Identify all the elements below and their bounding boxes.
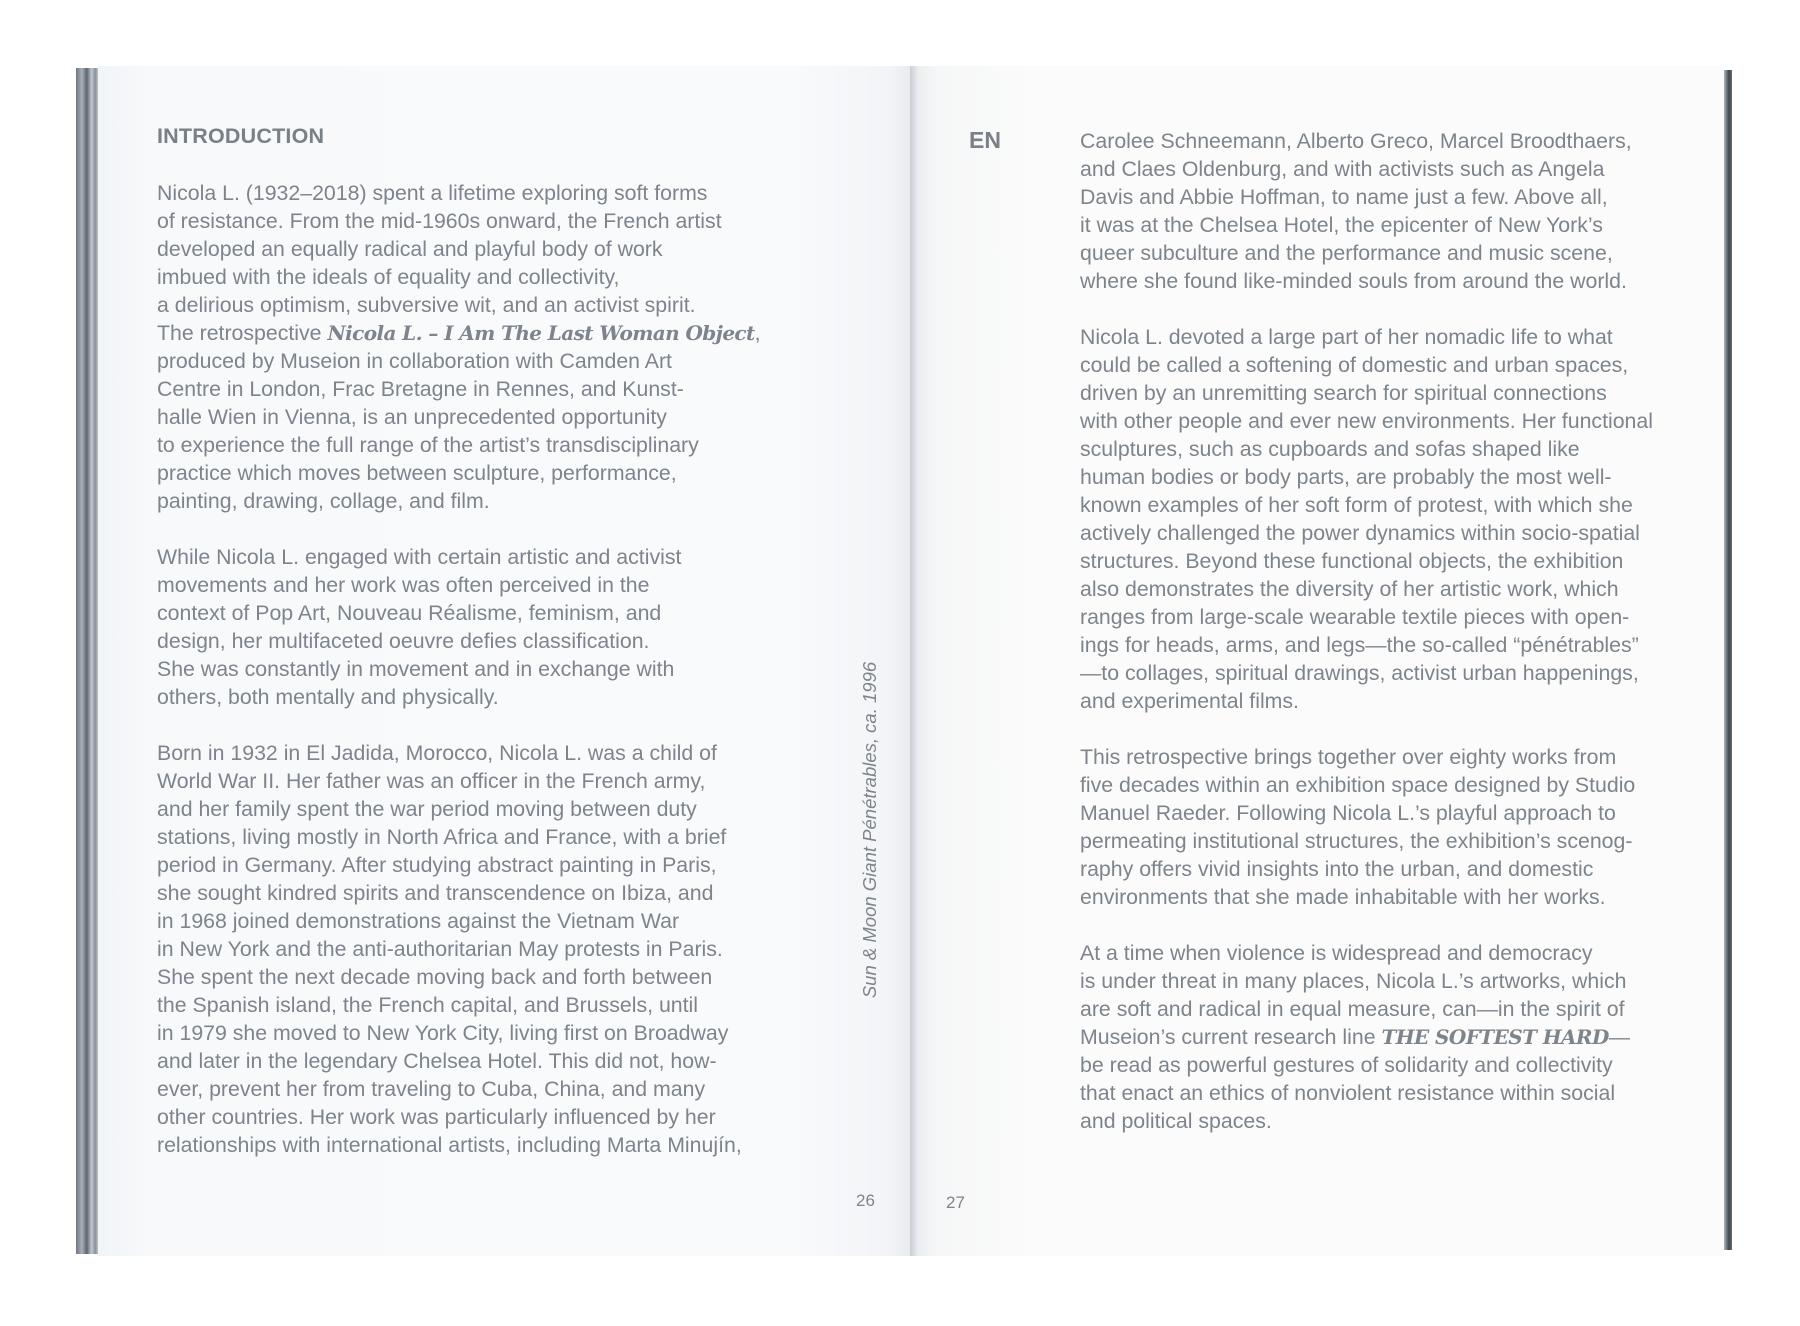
text-line: context of Pop Art, Nouveau Réalisme, feminism, and	[157, 601, 662, 625]
text-line: where she found like-minded souls from around the world.	[1080, 269, 1627, 293]
text-line: and political spaces.	[1080, 1109, 1272, 1133]
text-line: also demonstrates the diversity of her artistic work, which	[1080, 577, 1619, 601]
text-line: ings for heads, arms, and legs—the so-called “pénétrables”	[1080, 633, 1639, 657]
text-line: in 1968 joined demonstrations against the Vietnam War	[157, 909, 680, 933]
text-line: the Spanish island, the French capital, and Brussels, until	[157, 993, 699, 1017]
paragraph	[1080, 323, 1653, 715]
text-line: ever, prevent her from traveling to Cuba, China, and many	[157, 1077, 706, 1101]
text-line: relationships with international artists, including Marta Minujín,	[157, 1133, 742, 1157]
text-line: halle Wien in Vienna, is an unprecedented opportunity	[157, 405, 667, 429]
text-line: This retrospective brings together over eighty works from	[1080, 745, 1617, 769]
paragraph	[157, 179, 761, 515]
text-line: Nicola L. devoted a large part of her nomadic life to what	[1080, 325, 1613, 349]
text-line: At a time when violence is widespread and democracy	[1080, 941, 1593, 965]
left-body-text	[157, 179, 761, 1159]
book-edge-left	[76, 68, 100, 1254]
text-line: and later in the legendary Chelsea Hotel. This did not, how-	[157, 1049, 717, 1073]
text-line	[1080, 1025, 1630, 1049]
paragraph	[157, 543, 761, 711]
text-line: period in Germany. After studying abstract painting in Paris,	[157, 853, 717, 877]
text-line: driven by an unremitting search for spiritual connections	[1080, 381, 1607, 405]
right-body-text	[1080, 127, 1653, 1135]
text-line: ranges from large-scale wearable textile pieces with open-	[1080, 605, 1630, 629]
language-label: EN	[969, 127, 1001, 153]
text-line: to experience the full range of the artist’s transdisciplinary	[157, 433, 699, 457]
text-line: practice which moves between sculpture, performance,	[157, 461, 677, 485]
text-run: ,	[754, 321, 761, 345]
text-line: permeating institutional structures, the exhibition’s scenog-	[1080, 829, 1633, 853]
text-line: could be called a softening of domestic and urban spaces,	[1080, 353, 1629, 377]
text-line: and Claes Oldenburg, and with activists such as Angela	[1080, 157, 1605, 181]
page-number-left: 26	[856, 1191, 875, 1210]
text-line: are soft and radical in equal measure, can—in the spirit of	[1080, 997, 1625, 1021]
text-line: developed an equally radical and playful body of work	[157, 237, 663, 261]
text-line: queer subculture and the performance and music scene,	[1080, 241, 1613, 265]
text-line: it was at the Chelsea Hotel, the epicenter of New York’s	[1080, 213, 1603, 237]
section-heading: INTRODUCTION	[157, 124, 325, 148]
text-line: five decades within an exhibition space designed by Studio	[1080, 773, 1636, 797]
text-line: design, her multifaceted oeuvre defies classification.	[157, 629, 650, 653]
page-number-right: 27	[946, 1193, 965, 1212]
text-line: of resistance. From the mid-1960s onward, the French artist	[157, 209, 722, 233]
text-line	[157, 321, 761, 345]
text-line: with other people and ever new environments. Her functional	[1080, 409, 1653, 433]
text-line: Carolee Schneemann, Alberto Greco, Marcel Broodthaers,	[1080, 129, 1632, 153]
paragraph	[1080, 939, 1653, 1135]
text-line: World War II. Her father was an officer in the French army,	[157, 769, 706, 793]
text-line: actively challenged the power dynamics within socio-spatial	[1080, 521, 1640, 545]
text-line: and experimental films.	[1080, 689, 1299, 713]
text-line: sculptures, such as cupboards and sofas shaped like	[1080, 437, 1580, 461]
text-run: Museion’s current research line	[1080, 1025, 1382, 1049]
text-line: produced by Museion in collaboration with Camden Art	[157, 349, 672, 373]
text-run: The retrospective	[157, 321, 328, 345]
text-line: raphy offers vivid insights into the urban, and domestic	[1080, 857, 1594, 881]
text-line: environments that she made inhabitable with her works.	[1080, 885, 1606, 909]
text-line: in New York and the anti-authoritarian May protests in Paris.	[157, 937, 723, 961]
text-line: She was constantly in movement and in exchange with	[157, 657, 675, 681]
text-line: is under threat in many places, Nicola L.’s artworks, which	[1080, 969, 1627, 993]
text-line: structures. Beyond these functional objects, the exhibition	[1080, 549, 1624, 573]
text-run: —	[1608, 1025, 1630, 1049]
text-line: be read as powerful gestures of solidarity and collectivity	[1080, 1053, 1613, 1077]
text-line: —to collages, spiritual drawings, activist urban happenings,	[1080, 661, 1639, 685]
text-line: Davis and Abbie Hoffman, to name just a few. Above all,	[1080, 185, 1608, 209]
text-line: Centre in London, Frac Bretagne in Rennes, and Kunst-	[157, 377, 684, 401]
text-line: While Nicola L. engaged with certain artistic and activist	[157, 545, 682, 569]
text-line: movements and her work was often perceived in the	[157, 573, 650, 597]
text-line: a delirious optimism, subversive wit, and an activist spirit.	[157, 293, 696, 317]
text-line: Manuel Raeder. Following Nicola L.’s playful approach to	[1080, 801, 1616, 825]
text-line: and her family spent the war period moving between duty	[157, 797, 697, 821]
book-gutter	[910, 66, 918, 1256]
text-line: known examples of her soft form of protest, with which she	[1080, 493, 1633, 517]
text-line: others, both mentally and physically.	[157, 685, 499, 709]
text-line: in 1979 she moved to New York City, living first on Broadway	[157, 1021, 729, 1045]
text-line: Nicola L. (1932–2018) spent a lifetime exploring soft forms	[157, 181, 708, 205]
text-line: stations, living mostly in North Africa and France, with a brief	[157, 825, 727, 849]
text-line: She spent the next decade moving back and forth between	[157, 965, 713, 989]
text-line: Born in 1932 in El Jadida, Morocco, Nicola L. was a child of	[157, 741, 717, 765]
paragraph	[157, 739, 761, 1159]
text-line: other countries. Her work was particularly influenced by her	[157, 1105, 716, 1129]
paragraph	[1080, 743, 1653, 911]
text-line: she sought kindred spirits and transcendence on Ibiza, and	[157, 881, 714, 905]
italic-title: Nicola L. – I Am The Last Woman Object	[327, 321, 755, 345]
italic-title: THE SOFTEST HARD	[1381, 1025, 1609, 1049]
text-line: human bodies or body parts, are probably the most well-	[1080, 465, 1612, 489]
image-caption: Sun & Moon Giant Pénétrables, ca. 1996	[859, 661, 880, 999]
text-line: imbued with the ideals of equality and collectivity,	[157, 265, 620, 289]
text-line: that enact an ethics of nonviolent resistance within social	[1080, 1081, 1616, 1105]
text-line: painting, drawing, collage, and film.	[157, 489, 490, 513]
paragraph	[1080, 127, 1653, 295]
